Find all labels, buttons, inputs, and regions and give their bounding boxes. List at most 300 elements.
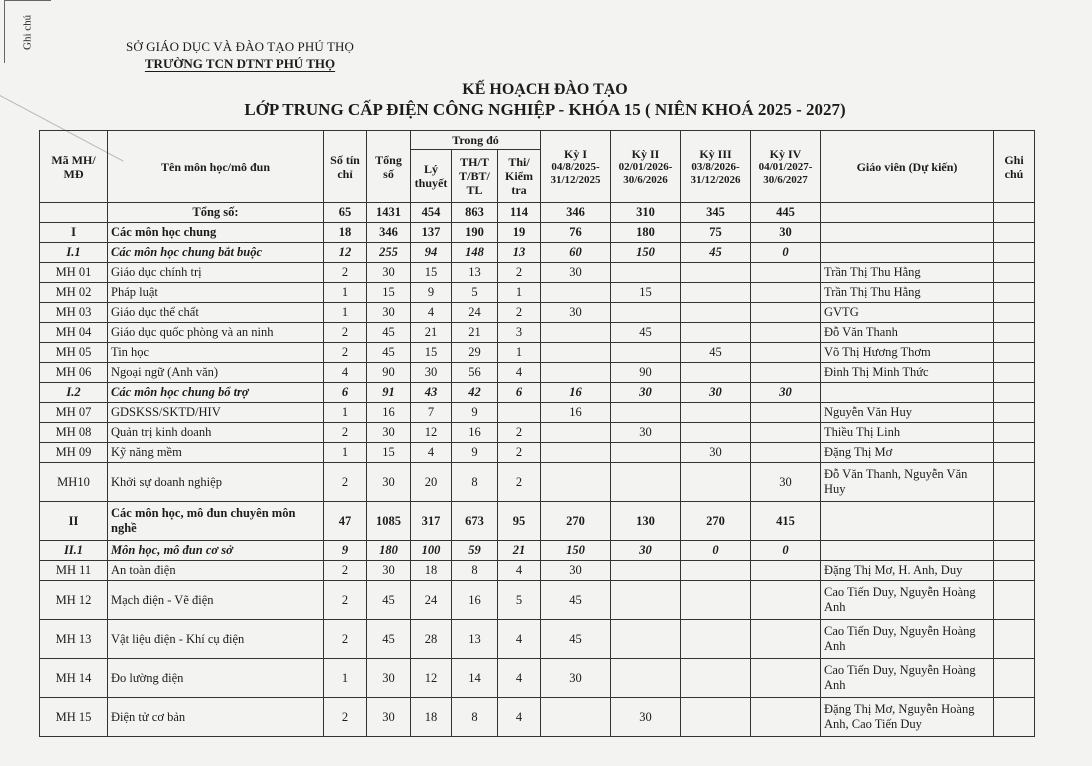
row-theory: 454 bbox=[411, 203, 452, 223]
row-sem2: 30 bbox=[611, 541, 681, 561]
col-group-header: Trong đó bbox=[411, 131, 541, 150]
row-teacher: Đinh Thị Minh Thức bbox=[821, 363, 994, 383]
row-name: GDSKSS/SKTD/HIV bbox=[108, 403, 324, 423]
training-plan-table bbox=[39, 130, 1035, 737]
row-practice: 21 bbox=[452, 323, 498, 343]
table-row bbox=[40, 383, 1035, 403]
row-theory: 9 bbox=[411, 283, 452, 303]
col-total-header: Tổng số bbox=[367, 131, 411, 203]
row-sem3: 345 bbox=[681, 203, 751, 223]
row-name: Đo lường điện bbox=[108, 659, 324, 698]
col-teacher-header: Giáo viên (Dự kiến) bbox=[821, 131, 994, 203]
sem4-label: Kỳ IV bbox=[769, 146, 802, 161]
row-sem3 bbox=[681, 698, 751, 737]
row-sem3 bbox=[681, 283, 751, 303]
row-name: Tin học bbox=[108, 343, 324, 363]
table-row bbox=[40, 620, 1035, 659]
row-teacher: Đặng Thị Mơ, Nguyễn Hoàng Anh, Cao Tiến Duy bbox=[821, 698, 994, 737]
row-sem3 bbox=[681, 303, 751, 323]
row-code: MH 08 bbox=[40, 423, 108, 443]
row-note bbox=[994, 502, 1035, 541]
row-sem1: 16 bbox=[541, 383, 611, 403]
row-exam: 19 bbox=[498, 223, 541, 243]
row-sem2: 30 bbox=[611, 383, 681, 403]
row-sem2 bbox=[611, 620, 681, 659]
sem3-label: Kỳ III bbox=[699, 146, 732, 161]
table-row bbox=[40, 541, 1035, 561]
row-sem4: 30 bbox=[751, 223, 821, 243]
row-sem1: 346 bbox=[541, 203, 611, 223]
row-sem1: 45 bbox=[541, 620, 611, 659]
row-exam: 4 bbox=[498, 561, 541, 581]
row-exam: 2 bbox=[498, 463, 541, 502]
row-sem1: 16 bbox=[541, 403, 611, 423]
row-sem2: 180 bbox=[611, 223, 681, 243]
row-sem1: 76 bbox=[541, 223, 611, 243]
row-theory: 94 bbox=[411, 243, 452, 263]
row-sem2 bbox=[611, 561, 681, 581]
row-theory: 28 bbox=[411, 620, 452, 659]
row-note bbox=[994, 203, 1035, 223]
row-sem4 bbox=[751, 343, 821, 363]
row-sem2: 30 bbox=[611, 423, 681, 443]
margin-note-tab bbox=[4, 0, 51, 63]
row-name: Giáo dục thể chất bbox=[108, 303, 324, 323]
row-sem3: 45 bbox=[681, 243, 751, 263]
row-exam: 4 bbox=[498, 698, 541, 737]
row-sem4: 30 bbox=[751, 383, 821, 403]
row-exam: 95 bbox=[498, 502, 541, 541]
row-sem2 bbox=[611, 403, 681, 423]
row-credits: 2 bbox=[324, 620, 367, 659]
row-theory: 12 bbox=[411, 659, 452, 698]
row-note bbox=[994, 263, 1035, 283]
row-note bbox=[994, 223, 1035, 243]
row-code: MH 07 bbox=[40, 403, 108, 423]
row-credits: 1 bbox=[324, 659, 367, 698]
row-sem1 bbox=[541, 423, 611, 443]
col-name-header: Tên môn học/mô đun bbox=[108, 131, 324, 203]
row-practice: 673 bbox=[452, 502, 498, 541]
row-sem1: 60 bbox=[541, 243, 611, 263]
row-total: 15 bbox=[367, 443, 411, 463]
col-code-header: Mã MH/ MĐ bbox=[40, 131, 108, 203]
row-total: 45 bbox=[367, 343, 411, 363]
row-teacher bbox=[821, 383, 994, 403]
table-header-row bbox=[40, 131, 1035, 150]
row-total: 45 bbox=[367, 581, 411, 620]
row-name: Giáo dục chính trị bbox=[108, 263, 324, 283]
col-exam-header: Thi/ Kiểm tra bbox=[498, 150, 541, 203]
row-sem4 bbox=[751, 561, 821, 581]
row-theory: 18 bbox=[411, 698, 452, 737]
row-sem3 bbox=[681, 620, 751, 659]
row-note bbox=[994, 698, 1035, 737]
row-sem3 bbox=[681, 463, 751, 502]
row-credits: 12 bbox=[324, 243, 367, 263]
row-sem2: 150 bbox=[611, 243, 681, 263]
row-sem3: 45 bbox=[681, 343, 751, 363]
row-name: Điện tử cơ bản bbox=[108, 698, 324, 737]
row-name: Giáo dục quốc phòng và an ninh bbox=[108, 323, 324, 343]
row-credits: 18 bbox=[324, 223, 367, 243]
sem4-dates: 04/01/2027- 30/6/2027 bbox=[758, 160, 813, 186]
row-sem1 bbox=[541, 363, 611, 383]
row-name: An toàn điện bbox=[108, 561, 324, 581]
row-theory: 20 bbox=[411, 463, 452, 502]
row-sem1 bbox=[541, 343, 611, 363]
header-org: SỞ GIÁO DỤC VÀ ĐÀO TẠO PHÚ THỌ bbox=[126, 39, 354, 54]
row-total: 45 bbox=[367, 620, 411, 659]
row-credits: 2 bbox=[324, 698, 367, 737]
row-code: I.2 bbox=[40, 383, 108, 403]
row-sem3: 30 bbox=[681, 443, 751, 463]
row-credits: 2 bbox=[324, 263, 367, 283]
row-credits: 2 bbox=[324, 423, 367, 443]
row-total: 30 bbox=[367, 423, 411, 443]
row-code bbox=[40, 203, 108, 223]
row-sem1: 45 bbox=[541, 581, 611, 620]
row-practice: 9 bbox=[452, 443, 498, 463]
row-code: MH 13 bbox=[40, 620, 108, 659]
row-note bbox=[994, 383, 1035, 403]
row-code: MH 09 bbox=[40, 443, 108, 463]
row-total: 15 bbox=[367, 283, 411, 303]
row-credits: 2 bbox=[324, 581, 367, 620]
row-note bbox=[994, 423, 1035, 443]
row-sem2 bbox=[611, 303, 681, 323]
row-teacher: Đặng Thị Mơ, H. Anh, Duy bbox=[821, 561, 994, 581]
row-sem4: 445 bbox=[751, 203, 821, 223]
row-theory: 12 bbox=[411, 423, 452, 443]
row-practice: 13 bbox=[452, 263, 498, 283]
row-sem1 bbox=[541, 698, 611, 737]
row-total: 30 bbox=[367, 659, 411, 698]
row-practice: 59 bbox=[452, 541, 498, 561]
row-practice: 42 bbox=[452, 383, 498, 403]
row-code: MH 02 bbox=[40, 283, 108, 303]
row-name: Pháp luật bbox=[108, 283, 324, 303]
row-practice: 16 bbox=[452, 423, 498, 443]
row-note bbox=[994, 620, 1035, 659]
table-row bbox=[40, 263, 1035, 283]
row-exam: 3 bbox=[498, 323, 541, 343]
row-total: 180 bbox=[367, 541, 411, 561]
row-sem2 bbox=[611, 343, 681, 363]
row-sem4 bbox=[751, 303, 821, 323]
row-practice: 8 bbox=[452, 463, 498, 502]
row-total: 90 bbox=[367, 363, 411, 383]
row-sem4: 415 bbox=[751, 502, 821, 541]
row-teacher bbox=[821, 541, 994, 561]
row-sem4 bbox=[751, 323, 821, 343]
row-sem1 bbox=[541, 463, 611, 502]
table-row bbox=[40, 203, 1035, 223]
row-practice: 13 bbox=[452, 620, 498, 659]
row-practice: 14 bbox=[452, 659, 498, 698]
row-credits: 65 bbox=[324, 203, 367, 223]
row-theory: 317 bbox=[411, 502, 452, 541]
row-sem3 bbox=[681, 363, 751, 383]
row-sem2 bbox=[611, 263, 681, 283]
col-sem2-header bbox=[611, 131, 681, 203]
row-sem1 bbox=[541, 283, 611, 303]
document-header bbox=[110, 38, 370, 72]
document-title bbox=[195, 80, 895, 120]
row-note bbox=[994, 463, 1035, 502]
row-sem2 bbox=[611, 463, 681, 502]
row-name: Mạch điện - Vẽ điện bbox=[108, 581, 324, 620]
row-name: Kỹ năng mềm bbox=[108, 443, 324, 463]
table-body bbox=[40, 203, 1035, 737]
row-practice: 863 bbox=[452, 203, 498, 223]
table-row bbox=[40, 561, 1035, 581]
row-exam: 1 bbox=[498, 343, 541, 363]
row-sem2: 15 bbox=[611, 283, 681, 303]
row-code: MH10 bbox=[40, 463, 108, 502]
col-practice-header: TH/T T/BT/ TL bbox=[452, 150, 498, 203]
row-code: MH 11 bbox=[40, 561, 108, 581]
row-sem1 bbox=[541, 443, 611, 463]
sem1-label: Kỳ I bbox=[563, 146, 587, 161]
row-code: MH 14 bbox=[40, 659, 108, 698]
row-name: Quản trị kinh doanh bbox=[108, 423, 324, 443]
row-theory: 15 bbox=[411, 263, 452, 283]
row-credits: 4 bbox=[324, 363, 367, 383]
row-exam: 6 bbox=[498, 383, 541, 403]
row-teacher: Cao Tiến Duy, Nguyễn Hoàng Anh bbox=[821, 659, 994, 698]
row-sem3 bbox=[681, 423, 751, 443]
row-exam: 4 bbox=[498, 620, 541, 659]
row-sem3 bbox=[681, 323, 751, 343]
row-code: MH 15 bbox=[40, 698, 108, 737]
row-theory: 4 bbox=[411, 443, 452, 463]
row-practice: 24 bbox=[452, 303, 498, 323]
row-total: 91 bbox=[367, 383, 411, 403]
row-total: 30 bbox=[367, 698, 411, 737]
row-teacher: Nguyễn Văn Huy bbox=[821, 403, 994, 423]
row-sem2: 45 bbox=[611, 323, 681, 343]
row-total: 1085 bbox=[367, 502, 411, 541]
row-practice: 8 bbox=[452, 561, 498, 581]
row-code: II bbox=[40, 502, 108, 541]
row-note bbox=[994, 561, 1035, 581]
sem1-dates: 04/8/2025- 31/12/2025 bbox=[550, 160, 601, 186]
row-sem4 bbox=[751, 659, 821, 698]
row-sem3: 270 bbox=[681, 502, 751, 541]
row-exam: 4 bbox=[498, 363, 541, 383]
row-exam: 5 bbox=[498, 581, 541, 620]
row-name: Các môn học, mô đun chuyên môn nghề bbox=[108, 502, 324, 541]
row-sem1: 150 bbox=[541, 541, 611, 561]
row-note bbox=[994, 403, 1035, 423]
row-total: 346 bbox=[367, 223, 411, 243]
row-credits: 2 bbox=[324, 323, 367, 343]
row-total: 30 bbox=[367, 561, 411, 581]
row-exam: 114 bbox=[498, 203, 541, 223]
row-sem3: 30 bbox=[681, 383, 751, 403]
row-sem4 bbox=[751, 283, 821, 303]
row-theory: 24 bbox=[411, 581, 452, 620]
row-note bbox=[994, 659, 1035, 698]
row-note bbox=[994, 541, 1035, 561]
col-theory-header: Lý thuyết bbox=[411, 150, 452, 203]
col-sem1-header bbox=[541, 131, 611, 203]
row-note bbox=[994, 343, 1035, 363]
row-exam bbox=[498, 403, 541, 423]
row-sem3: 75 bbox=[681, 223, 751, 243]
row-credits: 2 bbox=[324, 343, 367, 363]
row-sem2: 90 bbox=[611, 363, 681, 383]
row-practice: 56 bbox=[452, 363, 498, 383]
row-exam: 2 bbox=[498, 303, 541, 323]
row-credits: 1 bbox=[324, 283, 367, 303]
row-name: Tổng số: bbox=[108, 203, 324, 223]
table-row bbox=[40, 502, 1035, 541]
row-theory: 100 bbox=[411, 541, 452, 561]
row-total: 30 bbox=[367, 263, 411, 283]
row-practice: 9 bbox=[452, 403, 498, 423]
table-row bbox=[40, 443, 1035, 463]
row-note bbox=[994, 283, 1035, 303]
sem3-dates: 03/8/2026- 31/12/2026 bbox=[690, 160, 741, 186]
row-sem1 bbox=[541, 323, 611, 343]
table-row bbox=[40, 303, 1035, 323]
row-credits: 1 bbox=[324, 403, 367, 423]
row-sem1: 270 bbox=[541, 502, 611, 541]
table-row bbox=[40, 659, 1035, 698]
row-practice: 148 bbox=[452, 243, 498, 263]
row-practice: 5 bbox=[452, 283, 498, 303]
row-practice: 8 bbox=[452, 698, 498, 737]
row-teacher: GVTG bbox=[821, 303, 994, 323]
row-practice: 190 bbox=[452, 223, 498, 243]
col-sem4-header bbox=[751, 131, 821, 203]
row-exam: 21 bbox=[498, 541, 541, 561]
row-theory: 21 bbox=[411, 323, 452, 343]
row-theory: 18 bbox=[411, 561, 452, 581]
title-line-2: LỚP TRUNG CẤP ĐIỆN CÔNG NGHIỆP - KHÓA 15 ( NIÊN KHOÁ 2025 - 2027) bbox=[244, 100, 846, 119]
row-teacher: Cao Tiến Duy, Nguyễn Hoàng Anh bbox=[821, 581, 994, 620]
row-sem4: 0 bbox=[751, 243, 821, 263]
row-teacher bbox=[821, 223, 994, 243]
row-sem4 bbox=[751, 581, 821, 620]
row-teacher: Thiều Thị Linh bbox=[821, 423, 994, 443]
row-exam: 1 bbox=[498, 283, 541, 303]
row-credits: 47 bbox=[324, 502, 367, 541]
row-credits: 9 bbox=[324, 541, 367, 561]
row-total: 255 bbox=[367, 243, 411, 263]
row-sem1: 30 bbox=[541, 561, 611, 581]
title-line-1: KẾ HOẠCH ĐÀO TẠO bbox=[462, 81, 628, 98]
col-note-header: Ghi chú bbox=[994, 131, 1035, 203]
row-note bbox=[994, 581, 1035, 620]
row-sem4 bbox=[751, 403, 821, 423]
row-note bbox=[994, 363, 1035, 383]
row-teacher: Đỗ Văn Thanh bbox=[821, 323, 994, 343]
row-total: 1431 bbox=[367, 203, 411, 223]
row-code: MH 04 bbox=[40, 323, 108, 343]
row-code: MH 12 bbox=[40, 581, 108, 620]
row-teacher: Trần Thị Thu Hằng bbox=[821, 263, 994, 283]
row-code: I.1 bbox=[40, 243, 108, 263]
row-note bbox=[994, 243, 1035, 263]
row-sem4 bbox=[751, 423, 821, 443]
row-sem2 bbox=[611, 581, 681, 620]
row-sem3 bbox=[681, 263, 751, 283]
table-row bbox=[40, 323, 1035, 343]
row-sem4 bbox=[751, 443, 821, 463]
row-exam: 4 bbox=[498, 659, 541, 698]
row-teacher: Võ Thị Hương Thơm bbox=[821, 343, 994, 363]
row-name: Môn học, mô đun cơ sở bbox=[108, 541, 324, 561]
row-name: Các môn học chung bổ trợ bbox=[108, 383, 324, 403]
col-credits-header: Số tín chỉ bbox=[324, 131, 367, 203]
row-sem3: 0 bbox=[681, 541, 751, 561]
row-teacher bbox=[821, 243, 994, 263]
table-row bbox=[40, 581, 1035, 620]
row-theory: 15 bbox=[411, 343, 452, 363]
row-theory: 30 bbox=[411, 363, 452, 383]
sem2-label: Kỳ II bbox=[631, 146, 660, 161]
row-sem2: 30 bbox=[611, 698, 681, 737]
row-code: MH 03 bbox=[40, 303, 108, 323]
row-code: II.1 bbox=[40, 541, 108, 561]
row-sem1: 30 bbox=[541, 303, 611, 323]
margin-note-label: Ghi chú bbox=[21, 14, 34, 50]
row-sem3 bbox=[681, 561, 751, 581]
row-teacher: Trần Thị Thu Hằng bbox=[821, 283, 994, 303]
row-total: 30 bbox=[367, 463, 411, 502]
row-credits: 2 bbox=[324, 561, 367, 581]
row-code: MH 06 bbox=[40, 363, 108, 383]
table-row bbox=[40, 423, 1035, 443]
row-sem4: 0 bbox=[751, 541, 821, 561]
row-credits: 2 bbox=[324, 463, 367, 502]
row-practice: 29 bbox=[452, 343, 498, 363]
row-sem3 bbox=[681, 403, 751, 423]
row-exam: 13 bbox=[498, 243, 541, 263]
row-name: Các môn học chung bbox=[108, 223, 324, 243]
table-row bbox=[40, 403, 1035, 423]
row-teacher: Cao Tiến Duy, Nguyễn Hoàng Anh bbox=[821, 620, 994, 659]
row-total: 30 bbox=[367, 303, 411, 323]
row-theory: 43 bbox=[411, 383, 452, 403]
row-sem2 bbox=[611, 443, 681, 463]
col-sem3-header bbox=[681, 131, 751, 203]
row-name: Ngoại ngữ (Anh văn) bbox=[108, 363, 324, 383]
row-code: MH 05 bbox=[40, 343, 108, 363]
row-credits: 6 bbox=[324, 383, 367, 403]
row-sem4 bbox=[751, 698, 821, 737]
row-credits: 1 bbox=[324, 303, 367, 323]
sem2-dates: 02/01/2026- 30/6/2026 bbox=[618, 160, 673, 186]
row-sem2 bbox=[611, 659, 681, 698]
row-total: 45 bbox=[367, 323, 411, 343]
row-exam: 2 bbox=[498, 423, 541, 443]
row-name: Vật liệu điện - Khí cụ điện bbox=[108, 620, 324, 659]
table-row bbox=[40, 283, 1035, 303]
row-theory: 137 bbox=[411, 223, 452, 243]
row-sem4 bbox=[751, 620, 821, 659]
row-note bbox=[994, 323, 1035, 343]
row-sem4 bbox=[751, 363, 821, 383]
row-sem2: 310 bbox=[611, 203, 681, 223]
row-practice: 16 bbox=[452, 581, 498, 620]
row-sem3 bbox=[681, 581, 751, 620]
row-name: Khởi sự doanh nghiệp bbox=[108, 463, 324, 502]
row-sem3 bbox=[681, 659, 751, 698]
